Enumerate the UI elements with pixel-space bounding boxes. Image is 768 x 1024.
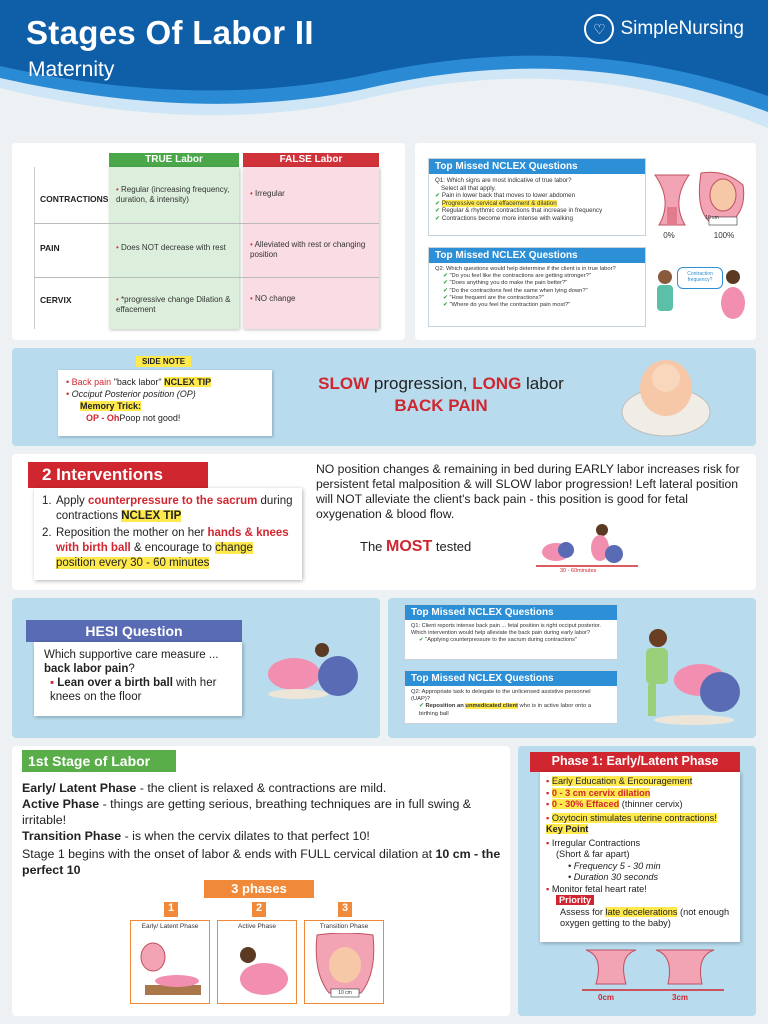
labor-table-panel (12, 143, 405, 340)
nclex-card-header: Top Missed NCLEX Questions (429, 159, 645, 174)
side-note-tag: SIDE NOTE (136, 356, 191, 367)
nclex-card-q3 (404, 604, 618, 660)
phase1-bullet: ▪ Monitor fetal heart rate! (546, 883, 647, 894)
nclex-intervention-panel (388, 598, 756, 738)
nurse-birth-ball-illustration (624, 622, 748, 728)
interventions-card (34, 488, 302, 580)
transition-desc: Transition Phase - is when the cervix dilates to that perfect 10! (22, 829, 370, 843)
phase1-card (540, 772, 740, 942)
nclex-card-q4 (404, 670, 618, 724)
nclex-answer: ✔ Reposition an unmedicated client who is in active labor onto a birthing ball (419, 703, 592, 717)
phase1-bullet: ▪ 0 - 30% Effaced (thinner cervix) (546, 799, 683, 809)
row-label-contractions: CONTRACTIONS (40, 194, 109, 204)
nclex-answer: ✔ Contractions become more intense with walking (435, 214, 573, 222)
nclex-card-header: Top Missed NCLEX Questions (405, 671, 617, 686)
nclex-card-body (429, 263, 645, 312)
page-title: Stages Of Labor II (26, 14, 314, 51)
phase1-bullet: ▪ 0 - 3 cm cervix dilation (546, 787, 651, 798)
header-banner (0, 0, 768, 130)
phase-number: 1 (164, 902, 178, 917)
nclex-answer: ✔ "Applying counterpressure to the sacrum during contractions" (419, 637, 577, 643)
stage1-begins: Stage 1 begins with the onset of labor & ends with FULL cervical dilation at 10 cm - the perfect 10 (22, 847, 501, 877)
phase1-title: Phase 1: Early/Latent Phase (530, 752, 740, 772)
nclex-answer: ✔ "Where do you feel the contraction pain most?" (443, 302, 571, 309)
false-cervix: • NO change (250, 294, 374, 304)
nclex-answer: ✔ Regular & rhythmic contractions that increase in frequency (435, 207, 603, 215)
nclex-answer: ✔ Progressive cervical effacement & dilation (435, 199, 557, 207)
side-note-card (58, 370, 272, 436)
phase-number: 3 (338, 902, 352, 917)
timeline-label: 30 - 60minutes (560, 568, 597, 574)
phase1-bullet: ▪ Oxytocin stimulates uterine contractions! Key Point (546, 812, 717, 834)
true-labor-header: TRUE Labor (109, 153, 239, 167)
back-labor-panel (12, 348, 756, 446)
row-label-cervix: CERVIX (40, 295, 72, 305)
nclex-card-body (429, 174, 645, 226)
birth-ball-illustration (258, 636, 368, 702)
nclex-card-body (405, 620, 617, 647)
slow-progression-text: SLOW progression, LONG labor (318, 374, 564, 393)
three-phases-tag: 3 phases (204, 880, 314, 898)
nclex-card-q2 (428, 247, 646, 327)
phase1-assess: Assess for late decelerations (not enough oxygen getting to the baby) (560, 906, 730, 928)
intervention-explanation: NO position changes & remaining in bed during EARLY labor increases risk for persistent fetal malposition & will SLOW labor progression! Left lateral position will NOT alleviate the client's back pain - this position is good for fetal oxygenation & blood flow. (316, 462, 740, 521)
nclex-card-header: Top Missed NCLEX Questions (429, 248, 645, 263)
cm-0-label: 0cm (598, 993, 615, 1002)
cervix-100-pct: 100% (713, 231, 735, 240)
phase1-priority: Priority (546, 895, 734, 907)
hesi-title: HESI Question (26, 620, 242, 642)
true-contractions: • Regular (increasing frequency, duration, & intensity) (116, 185, 234, 205)
active-phase-illustration (224, 935, 292, 1001)
stage1-description (22, 780, 502, 878)
false-contractions: • Irregular (250, 189, 374, 199)
cm-3-label: 3cm (672, 993, 689, 1002)
stage1-panel (12, 746, 510, 1016)
phase-card-latent (130, 920, 210, 1004)
nclex-question: Q2: Which questions would help determine if the client is in true labor? (435, 266, 616, 272)
brand-name: SimpleNursing (620, 18, 744, 39)
phase-name: Transition Phase (319, 923, 369, 930)
phase1-panel (518, 746, 756, 1016)
phase-number: 2 (252, 902, 266, 917)
intervention-2: 2. Reposition the mother on her hands & knees with birth ball & encourage to change position every 30 - 60 minutes (42, 527, 289, 569)
row-divider (34, 223, 379, 224)
cervix-0-3cm-illustration (578, 946, 728, 996)
nclex-question: Q2: Appropriate task to delegate to the unlicensed assistive personnel (UAP)? (411, 689, 591, 703)
speech-bubble: Contraction frequency? (677, 267, 723, 289)
op-oh-poop: OP - OhPoop not good! (86, 413, 181, 423)
pelvis-baby-illustration (616, 352, 716, 444)
phase1-subtext: (Short & far apart) (556, 849, 630, 859)
hesi-answer: ▪ Lean over a birth ball with her knees on the floor (50, 677, 217, 703)
false-pain: • Alleviated with rest or changing position (250, 240, 374, 260)
phase-card-transition (304, 920, 384, 1004)
active-desc: Active Phase - things are getting serious, breathing techniques are in full swing & irritable! (22, 797, 472, 827)
true-cervix: • *progressive change Dilation & effacement (116, 295, 234, 315)
phase1-bullet: ▪ Irregular Contractions (546, 837, 641, 848)
nclex-true-labor-panel (415, 143, 756, 340)
nclex-card-header: Top Missed NCLEX Questions (405, 605, 617, 620)
transition-cm: 10 cm (338, 990, 352, 996)
nclex-card-body (405, 686, 617, 721)
hesi-question: Which supportive care measure ... back labor pain? (44, 649, 219, 675)
interventions-panel (12, 454, 756, 590)
back-pain-line: • Back pain "back labor" NCLEX TIP (66, 377, 212, 387)
hesi-panel (12, 598, 380, 738)
interventions-title: 2 Interventions (28, 462, 208, 488)
nclex-answer: ✔ "Do the contractions feel the same when lying down?" (443, 287, 588, 294)
memory-trick: Memory Trick: (80, 401, 142, 411)
cervix-0-pct: 0% (663, 231, 675, 240)
phase-name: Active Phase (238, 923, 276, 930)
brand (584, 14, 744, 44)
nclex-instruction: Select all that apply. (441, 184, 496, 192)
row-divider (34, 277, 379, 278)
true-pain: • Does NOT decrease with rest (116, 243, 236, 253)
phase1-frequency: • Frequency 5 - 30 min (568, 860, 661, 871)
latent-phase-illustration (137, 935, 205, 1001)
phase1-duration: • Duration 30 seconds (568, 872, 659, 882)
most-tested: The MOST tested (360, 538, 472, 555)
phase1-bullet: ▪ Early Education & Encouragement (546, 776, 693, 786)
nclex-question: Q1: Which signs are most indicative of true labor? (435, 177, 572, 184)
nclex-card-q1 (428, 158, 646, 236)
page-subtitle: Maternity (28, 58, 115, 81)
back-pain-text: BACK PAIN (394, 396, 488, 415)
nclex-answer: ✔ "How frequent are the contractions?" (443, 294, 544, 301)
intervention-1: 1. Apply counterpressure to the sacrum during contractions NCLEX TIP (42, 495, 293, 522)
false-labor-header: FALSE Labor (243, 153, 379, 167)
occiput-line: • Occiput Posterior position (OP) (66, 389, 196, 399)
nclex-answer: ✔ "Do you feel like the contractions are getting stronger?" (443, 273, 591, 280)
latent-desc: Early/ Latent Phase - the client is relaxed & contractions are mild. (22, 781, 387, 795)
nclex-question: Q1: Client reports intense back pain ... fetal position is right occiput posterior. Which intervention would help alleviate the back pain during early labor? (411, 623, 601, 636)
heart-logo-icon: ♡ (584, 14, 614, 44)
nclex-answer: ✔ "Does anything you do make the pain better?" (443, 280, 568, 287)
row-label-pain: PAIN (40, 243, 60, 253)
phase-card-active (217, 920, 297, 1004)
nclex-answer: ✔ Pain in lower back that moves to lower abdomen (435, 192, 576, 200)
hesi-card (34, 642, 242, 716)
phase-name: Early/ Latent Phase (141, 923, 199, 930)
cervix-measure: 10 cm (705, 215, 719, 221)
stage1-title: 1st Stage of Labor (22, 750, 176, 772)
